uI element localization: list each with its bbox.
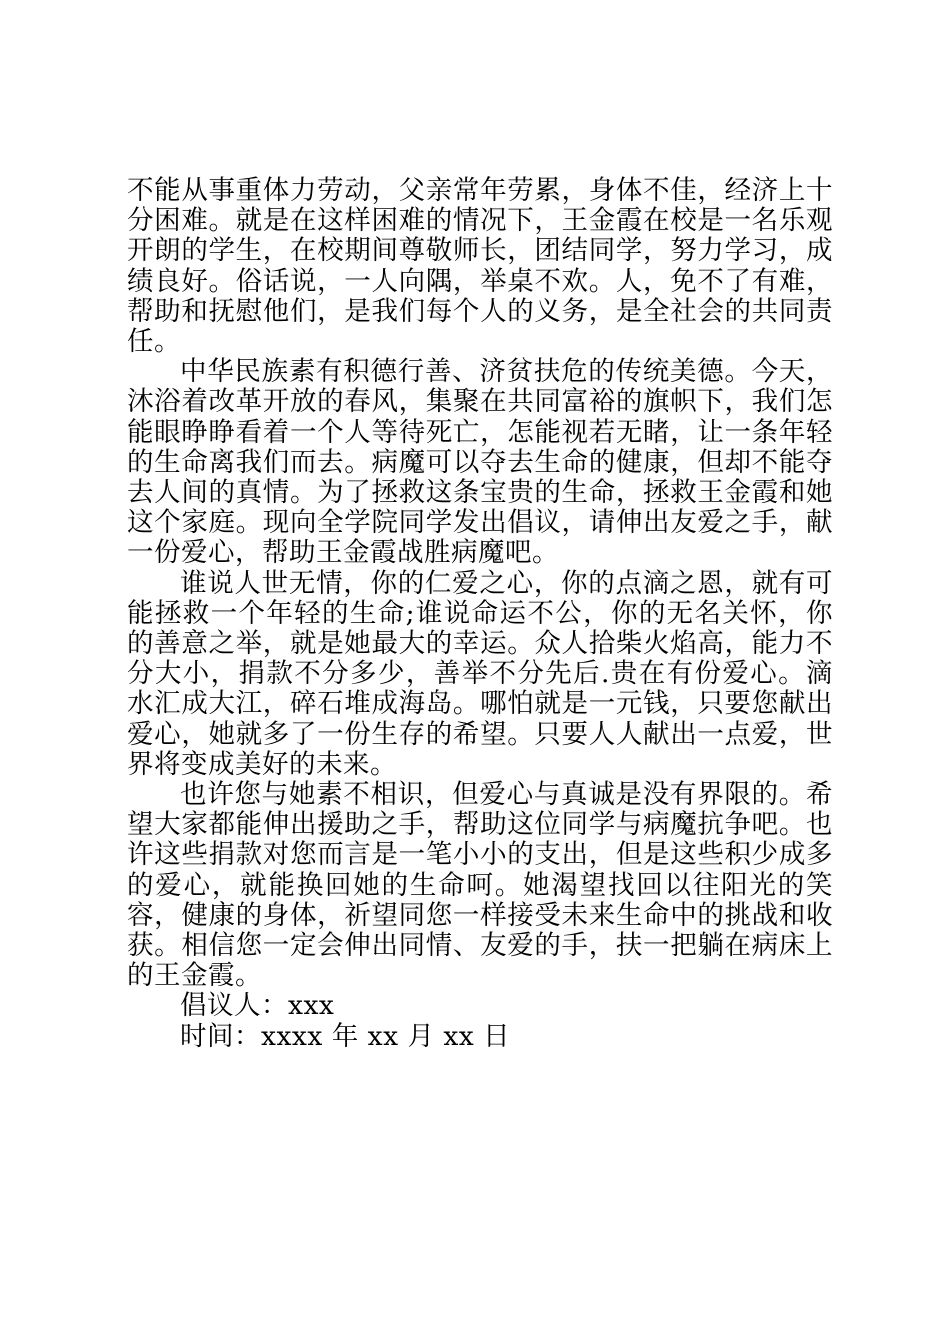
proposer-line: 倡议人：xxx <box>180 990 335 1022</box>
document-body <box>127 176 833 1052</box>
paragraph-4: 也许您与她素不相识，但爱心与真诚是没有界限的。希望大家都能伸出援助之手，帮助这位同学与病魔抗争吧。也许这些捐款对您而言是一笔小小的支出，但是这些积少成多的爱心，就能换回她的生命呵。她渴望找回以往阳光的笑容，健康的身体，祈望同您一样接受未来生命中的挑战和收获。相信您一定会伸出同情、友爱的手，扶一把躺在病床上的王金霞。 <box>127 779 833 992</box>
paragraph-1: 不能从事重体力劳动，父亲常年劳累，身体不佳，经济上十分困难。就是在这样困难的情况下，王金霞在校是一名乐观开朗的学生，在校期间尊敬师长，团结同学，努力学习，成绩良好。俗话说，一人向隅，举桌不欢。人，免不了有难，帮助和抚慰他们，是我们每个人的义务，是全社会的共同责任。 <box>127 175 833 358</box>
paragraph-3: 谁说人世无情，你的仁爱之心，你的点滴之恩，就有可能拯救一个年轻的生命;谁说命运不公，你的无名关怀，你的善意之举，就是她最大的幸运。众人拾柴火焰高，能力不分大小，捐款不分多少，善举不分先后.贵在有份爱心。滴水汇成大江，碎石堆成海岛。哪怕就是一元钱，只要您献出爱心，她就多了一份生存的希望。只要人人献出一点爱，世界将变成美好的未来。 <box>127 567 833 780</box>
paragraph-2: 中华民族素有积德行善、济贫扶危的传统美德。今天，沐浴着改革开放的春风，集聚在共同富裕的旗帜下，我们怎能眼睁睁看着一个人等待死亡，怎能视若无睹，让一条年轻的生命离我们而去。病魔可以夺去生命的健康，但却不能夺去人间的真情。为了拯救这条宝贵的生命，拯救王金霞和她这个家庭。现向全学院同学发出倡议，请伸出友爱之手，献一份爱心，帮助王金霞战胜病魔吧。 <box>127 356 833 569</box>
date-line: 时间：xxxx 年 xx 月 xx 日 <box>180 1020 511 1052</box>
